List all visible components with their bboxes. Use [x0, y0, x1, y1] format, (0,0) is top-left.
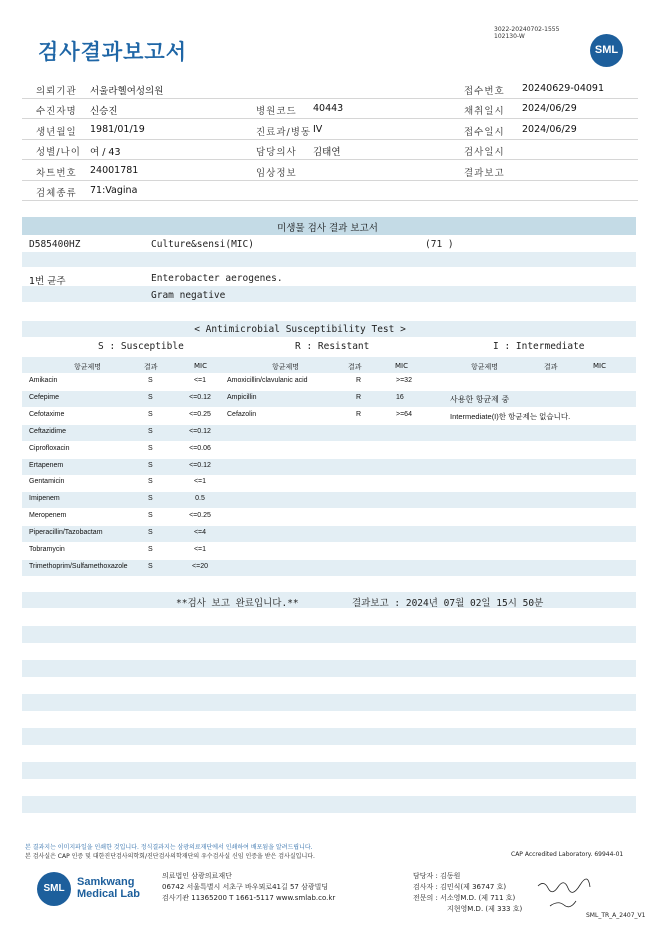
- drug-name: Ciprofloxacin: [29, 444, 70, 452]
- document-id-line-2: 102130-W: [494, 33, 525, 40]
- document-id: [494, 26, 559, 40]
- collect-date-label: 채취일시: [464, 106, 505, 117]
- drug-result: S: [148, 495, 153, 503]
- drug-result: S: [148, 461, 153, 469]
- drug-result: S: [148, 529, 153, 537]
- clinical-label: 임상정보: [256, 168, 297, 179]
- drug-result: S: [148, 377, 153, 384]
- drug-mic: <=1: [193, 478, 207, 486]
- org-name: 의료법인 삼광의료재단: [162, 872, 232, 880]
- col-drug-header: 항균제명: [471, 363, 499, 371]
- col-result-header: 결과: [544, 363, 558, 371]
- intermediate-note: 사용한 항균제 중: [450, 394, 510, 404]
- brand-name: [77, 876, 140, 900]
- drug-name: Meropenem: [29, 512, 67, 520]
- drug-name: Gentamicin: [29, 478, 65, 486]
- empty-stripe: [22, 728, 636, 745]
- drug-result: S: [148, 546, 153, 553]
- name-value: 신승진: [90, 106, 118, 117]
- footer-note-accreditation: 본 검사실은 CAP 인증 및 대한진단검사의학회/진단검사의학재단의 우수검사실 신임 인증을 받은 검사실입니다.: [25, 853, 315, 860]
- drug-name: Ampicillin: [227, 393, 257, 401]
- stripe: [22, 425, 636, 441]
- specimen-value: 71:Vagina: [90, 185, 138, 196]
- test-number: (71 ): [425, 239, 454, 250]
- dept-label: 진료과/병동: [256, 127, 312, 138]
- drug-name: Cefazolin: [227, 410, 257, 418]
- drug-result: R: [356, 410, 362, 418]
- drug-mic: 16: [396, 393, 404, 401]
- completion-band: [22, 592, 636, 608]
- stripe: [22, 252, 636, 267]
- birth-label: 생년월일: [36, 127, 77, 138]
- test-date-label: 검사일시: [464, 147, 505, 158]
- form-id: SML_TR_A_2407_V1: [586, 912, 646, 919]
- drug-result: S: [148, 427, 153, 435]
- org-address: 06742 서울특별시 서초구 바우뫼로41길 57 삼광빌딩: [162, 883, 329, 891]
- staff-specialist-2: 지현영M.D. (제 333 호): [447, 905, 523, 913]
- info-row-6: [22, 181, 638, 201]
- empty-stripe: [22, 796, 636, 813]
- drug-mic: 0.5: [195, 495, 205, 503]
- drug-mic: <=1: [193, 377, 207, 384]
- brand-name-line-2: Medical Lab: [77, 888, 140, 900]
- drug-result: S: [148, 393, 153, 401]
- drug-name: Amoxicillin/clavulanic acid: [227, 377, 308, 384]
- info-row-1: [22, 79, 638, 99]
- name-label: 수진자명: [36, 106, 77, 117]
- drug-mic: >=32: [396, 377, 412, 384]
- footer-note-image: 본 결과지는 이미지파일을 인쇄한 것입니다. 정식결과지는 삼광의료재단에서 인쇄하여 배포됨을 알려드립니다.: [25, 844, 313, 851]
- col-mic-header: MIC: [395, 362, 408, 370]
- organism-name: Enterobacter aerogenes.: [151, 273, 283, 284]
- receipt-no-value: 20240629-04091: [522, 83, 605, 94]
- collect-date-value: 2024/06/29: [522, 103, 577, 114]
- samkwang-logo: SML: [37, 872, 71, 906]
- birth-value: 1981/01/19: [90, 124, 145, 135]
- completion-message: **검사 보고 완료입니다.**: [176, 598, 299, 609]
- stripe: [22, 459, 636, 475]
- legend-susceptible: S : Susceptible: [98, 341, 184, 352]
- chart-value: 24001781: [90, 165, 139, 176]
- drug-mic: <=0.25: [189, 512, 211, 520]
- drug-name: Cefepime: [29, 393, 59, 401]
- ast-title: < Antimicrobial Susceptibility Test >: [194, 324, 406, 335]
- drug-name: Cefotaxime: [29, 410, 65, 418]
- drug-name: Ertapenem: [29, 461, 64, 469]
- empty-stripe: [22, 694, 636, 711]
- drug-mic: <=0.25: [189, 410, 211, 418]
- col-result-header: 결과: [348, 363, 362, 371]
- hospital-label: 의뢰기관: [36, 86, 77, 97]
- drug-mic: <=0.12: [189, 461, 211, 469]
- drug-mic: <=0.12: [189, 393, 211, 401]
- chart-label: 차트번호: [36, 168, 77, 179]
- stripe: [22, 286, 636, 302]
- gram-stain: Gram negative: [151, 290, 226, 301]
- legend-resistant: R : Resistant: [295, 341, 370, 352]
- document-id-line-1: 3022-20240702-1555: [494, 26, 560, 33]
- drug-mic: <=0.06: [189, 444, 211, 452]
- drug-name: Piperacillin/Tazobactam: [29, 529, 103, 537]
- drug-mic: >=64: [396, 410, 412, 418]
- drug-result: S: [148, 410, 153, 418]
- staff-tester: 검사자 : 김민식(제 36747 호): [413, 883, 507, 891]
- staff-info: [413, 871, 522, 915]
- staff-manager: 담당자 : 김동원: [413, 872, 461, 880]
- drug-name: Ceftazidime: [29, 427, 66, 435]
- info-row-4: [22, 140, 638, 160]
- col-drug-header: 항균제명: [74, 363, 102, 371]
- page-title: 검사결과보고서: [38, 40, 188, 64]
- drug-mic: <=0.12: [189, 427, 211, 435]
- org-contact: 검사기관 11365200 T 1661-5117 www.smlab.co.kr: [162, 894, 336, 902]
- legend-intermediate: I : Intermediate: [493, 341, 585, 352]
- drug-mic: <=20: [192, 562, 208, 570]
- doctor-value: 김태연: [313, 147, 341, 158]
- dept-value: IV: [313, 124, 323, 135]
- drug-name: Tobramycin: [29, 546, 65, 553]
- empty-stripe: [22, 762, 636, 779]
- specimen-label: 검체종류: [36, 188, 77, 199]
- organism-label: 1번 균주: [29, 276, 66, 287]
- col-mic-header: MIC: [593, 362, 606, 370]
- drug-name: Imipenem: [29, 495, 60, 503]
- hospital-value: 서울라헬여성의원: [90, 86, 164, 97]
- stripe: [22, 492, 636, 508]
- hosp-code-value: 40443: [313, 103, 344, 114]
- drug-mic: <=4: [193, 529, 207, 537]
- report-label: 결과보고: [464, 168, 505, 179]
- receipt-date-value: 2024/06/29: [522, 124, 577, 135]
- col-drug-header: 항균제명: [272, 363, 300, 371]
- drug-result: S: [148, 512, 153, 520]
- drug-result: S: [148, 478, 153, 486]
- brand-name-line-1: Samkwang: [77, 876, 135, 888]
- info-row-2: [22, 99, 638, 119]
- info-row-3: [22, 120, 638, 140]
- report-time: 결과보고 : 2024년 07월 02일 15시 50분: [352, 598, 544, 609]
- receipt-date-label: 접수일시: [464, 127, 505, 138]
- hosp-code-label: 병원코드: [256, 106, 297, 117]
- drug-result: R: [356, 377, 362, 384]
- col-result-header: 결과: [144, 363, 158, 371]
- drug-name: Amikacin: [29, 377, 58, 384]
- org-info: [162, 871, 335, 904]
- drug-mic: <=1: [193, 546, 207, 553]
- stripe: [22, 391, 636, 407]
- drug-result: S: [148, 444, 153, 452]
- cap-accreditation: CAP Accredited Laboratory. 69944-01: [511, 851, 624, 858]
- test-name: Culture&sensi(MIC): [151, 239, 254, 250]
- staff-specialist-1: 전문의 : 서소영M.D. (제 711 호): [413, 894, 516, 902]
- sex-age-label: 성별/나이: [36, 147, 81, 158]
- empty-stripe: [22, 626, 636, 643]
- sex-age-value: 여 / 43: [90, 147, 121, 158]
- micro-section-title: 미생물 검사 결과 보고서: [277, 223, 378, 234]
- doctor-label: 담당의사: [256, 147, 297, 158]
- empty-stripe: [22, 660, 636, 677]
- drug-result: R: [356, 393, 362, 401]
- stripe: [22, 526, 636, 542]
- test-code: D585400HZ: [29, 239, 81, 250]
- drug-name: Trimethoprim/Sulfamethoxazole: [29, 562, 128, 570]
- intermediate-note: Intermediate(I)한 항균제는 없습니다.: [450, 411, 571, 421]
- receipt-no-label: 접수번호: [464, 86, 505, 97]
- col-mic-header: MIC: [194, 362, 207, 370]
- drug-result: S: [148, 562, 153, 570]
- info-row-5: [22, 161, 638, 181]
- sml-logo: SML: [590, 34, 623, 67]
